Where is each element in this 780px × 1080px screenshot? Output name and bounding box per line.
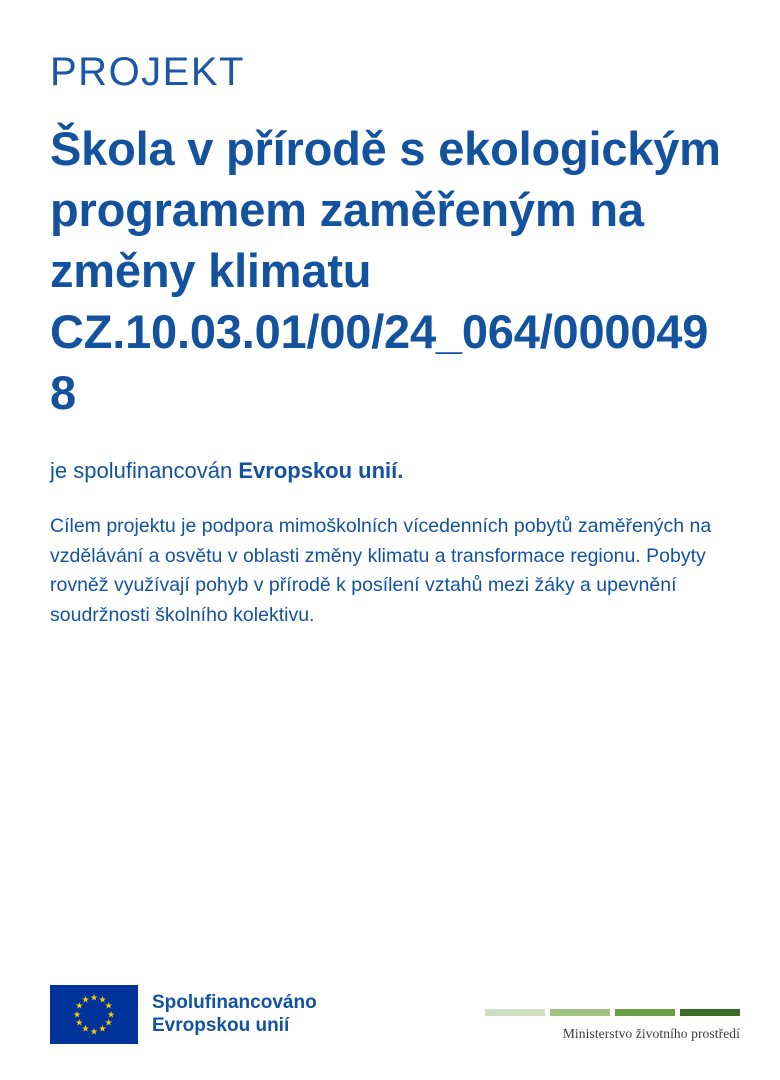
eu-star-icon: ★ — [75, 1000, 84, 1011]
cofinancing-line — [50, 457, 734, 486]
eu-logo-text — [152, 992, 317, 1037]
eu-logo-line2: Evropskou unií — [152, 1014, 290, 1036]
project-description: Cílem projektu je podpora mimoškolních vícedenních pobytů zaměřených na vzdělávání a osvětu v oblasti změny klimatu a transformace regionu. Pobyty rovněž využívají pohyb v přírodě k posílení vztahů mezi žáky a upevnění soudržnosti školního kolektivu. — [50, 515, 712, 626]
eu-star-icon: ★ — [106, 1009, 116, 1019]
eu-flag-icon — [50, 985, 138, 1044]
footer — [50, 985, 740, 1044]
eu-cofinancing-logo — [50, 985, 317, 1044]
ministry-label: Ministerstvo životního prostředí — [562, 1026, 740, 1041]
ministry-bar-segment — [615, 1009, 675, 1016]
ministry-logo — [485, 1009, 740, 1044]
eu-logo-line1: Spolufinancováno — [152, 992, 317, 1014]
ministry-bar-segment — [680, 1009, 740, 1016]
cofinancing-prefix: je spolufinancován — [50, 458, 239, 484]
eu-star-icon: ★ — [89, 992, 99, 1002]
eu-star-icon: ★ — [81, 994, 90, 1005]
ministry-bars-icon — [485, 1009, 740, 1016]
eu-star-icon: ★ — [104, 1000, 113, 1011]
eu-star-icon: ★ — [98, 1023, 107, 1034]
cofinancing-emphasis: Evropskou unií. — [238, 458, 404, 484]
page-title: Škola v přírodě s ekologickým programem zaměřeným na změny klimatu CZ.10.03.01/00/24_064/0000498 — [50, 122, 721, 420]
eu-star-icon: ★ — [98, 994, 107, 1005]
ministry-bar-segment — [550, 1009, 610, 1016]
eu-star-icon: ★ — [75, 1017, 84, 1028]
eu-star-icon: ★ — [81, 1023, 90, 1034]
eu-star-icon: ★ — [104, 1017, 113, 1028]
eu-star-icon: ★ — [72, 1009, 82, 1019]
ministry-bar-segment — [485, 1009, 545, 1016]
eu-star-icon: ★ — [89, 1026, 99, 1036]
eyebrow-label: PROJEKT — [50, 50, 245, 94]
